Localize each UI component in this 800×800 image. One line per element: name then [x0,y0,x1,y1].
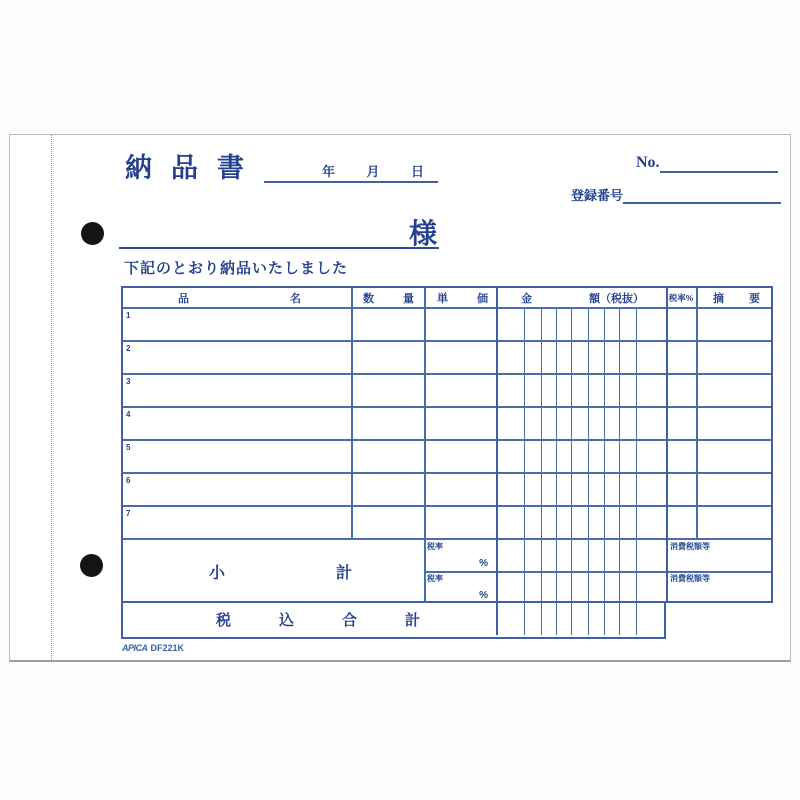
header-char: 額（税抜） [589,293,644,305]
brand-logo: APICA [122,643,148,653]
date-line [264,157,438,183]
tax-rate-label: 税率 [427,574,443,583]
digit-guide-line [636,603,637,635]
row-line [123,373,771,375]
header-char: 税率% [668,293,694,303]
percent-sign: % [479,590,488,601]
digit-guide-line [571,603,572,635]
item-column-divider [351,288,353,539]
percent-sign: % [479,558,488,569]
form-title: 納品書 [125,153,263,183]
date-unit-month: 月 [366,164,380,179]
header-char: 量 [403,293,414,305]
digit-guide-line [541,308,542,601]
row-number: 2 [126,344,131,353]
row-line [123,439,771,441]
tax-rate-cell-2 [424,571,496,603]
delivery-slip-paper [9,134,791,662]
addressee-line [119,219,439,249]
digit-guide-line [588,308,589,601]
tax-rate-cell-1 [424,539,496,571]
digit-guide-line [556,603,557,635]
slip-number-label: No. [636,154,660,171]
total-char: 込 [278,611,294,629]
subtotal-char: 小 [209,564,226,582]
brand-mark [122,643,184,653]
perforation-line [51,135,52,660]
punch-hole-top [81,222,104,245]
total-char: 計 [404,611,420,629]
column-header-remarks [696,288,771,308]
row-line [123,472,771,474]
header-char: 金 [521,293,532,305]
digit-guide-line [571,308,572,601]
delivery-notice: 下記のとおり納品いたしました [124,260,349,277]
registration-number-label: 登録番号 [571,188,624,203]
digit-guide-line [604,308,605,601]
digit-guide-line [619,603,620,635]
row-number: 5 [126,443,131,452]
date-unit-day: 日 [410,164,424,179]
slip-number-blank [660,153,778,173]
digit-guide-line [524,308,525,601]
digit-guide-line [636,308,637,601]
row-line [123,406,771,408]
total-char: 合 [341,611,357,629]
digit-guide-line [604,603,605,635]
subtotal-label [123,539,424,603]
digit-guide-line [524,603,525,635]
total-char: 税 [216,611,232,629]
consumption-tax-cell-1: 消費税額等 [670,542,710,551]
row-line [123,505,771,507]
punch-hole-bottom [80,554,103,577]
consumption-tax-cell-2: 消費税額等 [670,574,710,583]
subtotal-char: 計 [335,564,352,582]
header-char: 価 [477,293,488,305]
registration-number-field [571,187,781,204]
row-number: 1 [126,311,131,320]
row-number: 4 [126,410,131,419]
digit-guide-line [556,308,557,601]
header-char: 単 [437,293,448,305]
registration-number-blank [623,187,781,204]
total-incl-tax-label [123,603,498,635]
date-unit-year: 年 [322,164,336,179]
slip-number-field [636,153,778,173]
header-char: 品 [178,293,189,305]
column-header-quantity [351,288,424,308]
row-number: 3 [126,377,131,386]
column-header-unit-price [424,288,496,308]
total-row [121,603,666,639]
header-char: 要 [749,293,760,305]
addressee-suffix: 様 [408,218,437,249]
tax-rate-label: 税率 [427,542,443,551]
column-header-amount [496,288,666,308]
header-char: 数 [363,293,374,305]
row-line [123,340,771,342]
header-char: 名 [290,293,301,305]
digit-guide-line [619,308,620,601]
items-table-main [121,286,773,603]
model-number: DF221K [150,643,185,653]
row-number: 7 [126,509,131,518]
items-table [121,286,773,639]
digit-guide-line [588,603,589,635]
column-header-item-name [123,288,351,308]
digit-guide-line [541,603,542,635]
header-char: 摘 [713,293,724,305]
unit-price-column-divider [496,288,498,601]
tax-rate-column-divider [696,288,698,539]
row-number: 6 [126,476,131,485]
column-header-tax-rate [666,288,696,308]
